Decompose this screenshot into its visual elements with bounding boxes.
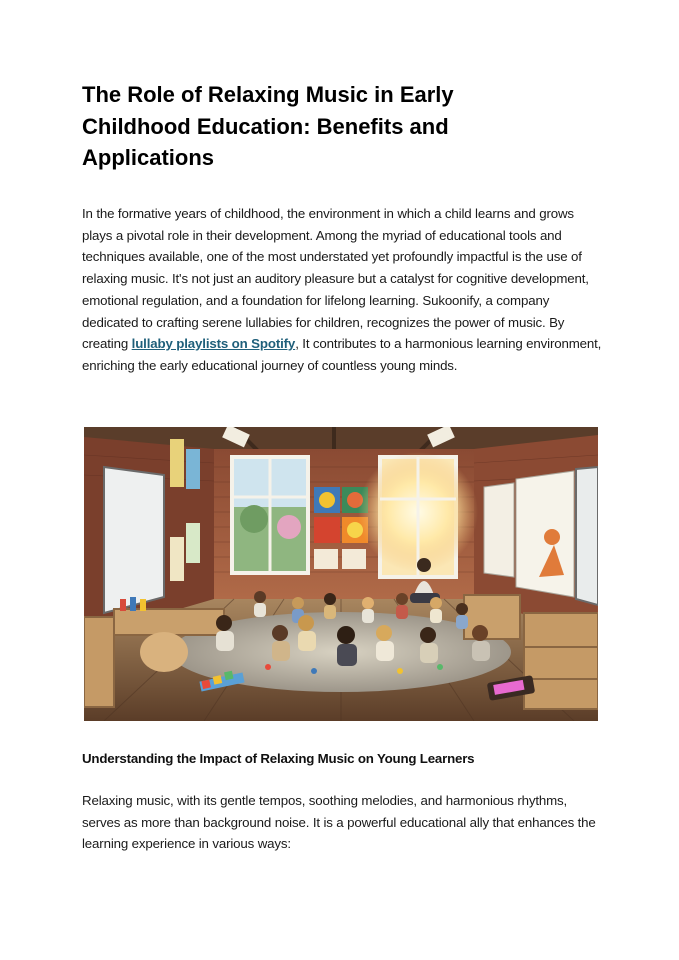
intro-paragraph bbox=[82, 203, 602, 377]
classroom-illustration bbox=[84, 427, 598, 721]
article-title: The Role of Relaxing Music in Early Childhood Education: Benefits and Applications bbox=[82, 82, 454, 170]
whiteboard bbox=[104, 467, 164, 613]
section-paragraph: Relaxing music, with its gentle tempos, soothing melodies, and harmonious rhythms, serves as more than background noise. It is a powerful educational ally that enhances the learning experience in various ways: bbox=[82, 793, 596, 852]
intro-text-start: In the formative years of childhood, the environment in which a child learns and grows plays a pivotal role in their development. Among the myriad of educational tools and techniques available, one of the most understated yet profoundly impactful is the use of relaxing music. It's not just an auditory pleasure but a catalyst for cognitive development, emotional regulation, and a foundation for lifelong learning. Sukoonify, a company dedicated to crafting serene lullabies for children, recognizes the power of music. By creating bbox=[82, 206, 589, 352]
section-heading: Understanding the Impact of Relaxing Music on Young Learners bbox=[82, 751, 475, 766]
intro-text-end: , It contributes to a harmonious learning environment, enriching the early educational journey of countless young minds. bbox=[82, 336, 602, 373]
spotify-playlist-link[interactable]: lullaby playlists on Spotify bbox=[131, 336, 296, 352]
pouf bbox=[140, 632, 188, 672]
